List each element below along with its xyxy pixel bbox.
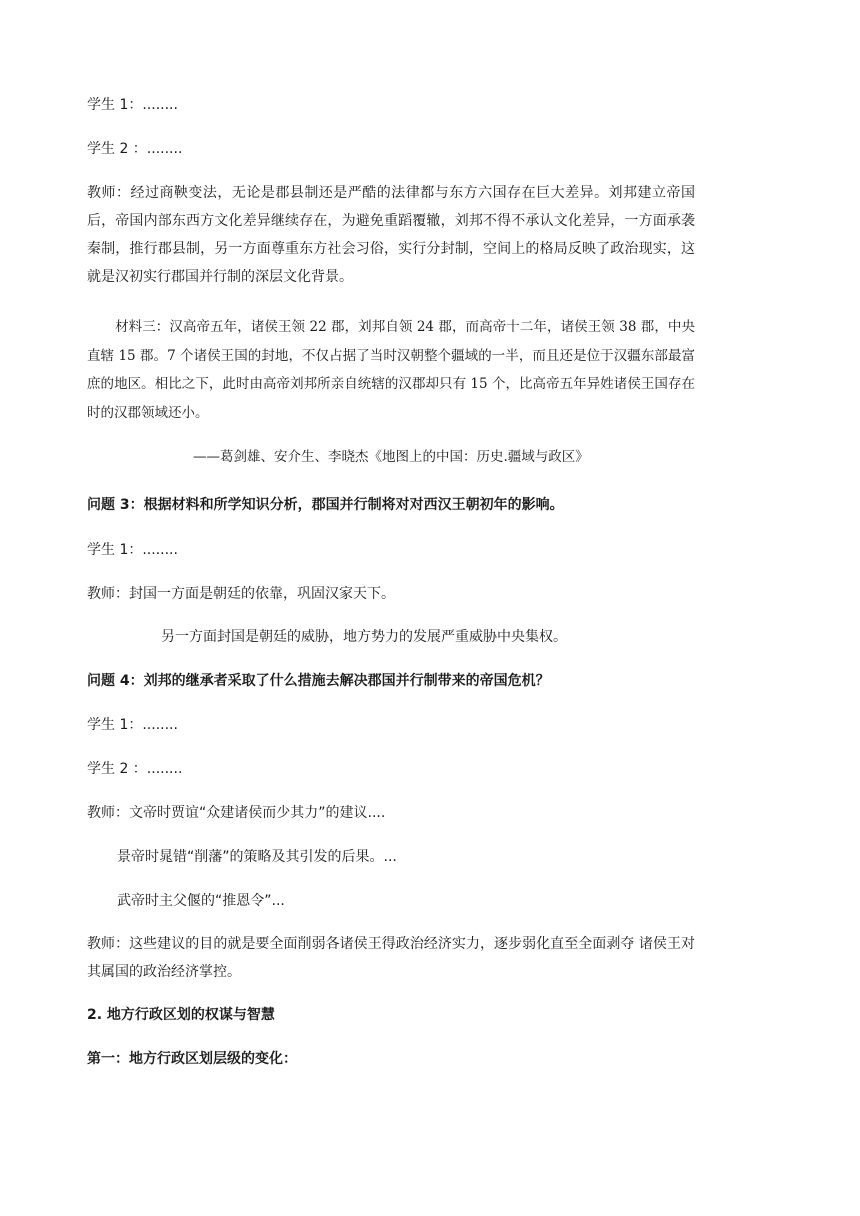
teacher-reply-continued: 另一方面封国是朝廷的威胁，地方势力的发展严重威胁中央集权。 [161,629,567,645]
teacher-paragraph-1: 教师：经过商鞅变法，无论是郡县制还是严酷的法律都与东方六国存在巨大差异。刘邦建立帝国后，帝国内部东西方文化差异继续存在，为避免重蹈覆辙，刘邦不得不承认文化差异，一方面承袭秦制，推行郡县制，另一方面尊重东方社会习俗，实行分封制，空间上的格局反映了政治现实，这就是汉初实行郡国并行制的深层文化背景。 [87,185,695,285]
section-heading-2: 2. 地方行政区划的权谋与智慧 [87,1007,275,1023]
material-source-citation: ——葛剑雄、安介生、李晓杰《地图上的中国：历史.疆域与政区》 [193,449,589,465]
teacher-reply: 教师：封国一方面是朝廷的依靠，巩固汉家天下。 [87,586,395,602]
student-2-reply: 学生 2 ：........ [87,141,183,157]
question-4: 问题 4：刘邦的继承者采取了什么措施去解决郡国并行制带来的帝国危机？ [87,673,550,689]
teacher-paragraph-2: 教师：这些建议的目的就是要全面削弱各诸侯王得政治经济实力，逐步弱化直至全面剥夺 诸侯王对其属国的政治经济掌控。 [87,936,695,980]
student-1-reply: 学生 1：........ [87,542,178,558]
material-3-paragraph [87,313,695,427]
material-3-text: 材料三：汉高帝五年，诸侯王领 22 郡，刘邦自领 24 郡，而高帝十二年，诸侯王领 38 郡，中央直辖 15 郡。7 个诸侯王国的封地，不仅占据了当时汉朝整个疆域的一半，而且还是位于汉疆东部最富庶的地区。相比之下，此时由高帝刘邦所亲自统辖的汉郡却只有 15 个，比高帝五年异姓诸侯王国存在时的汉郡领域还小。 [87,319,695,421]
student-1-reply: 学生 1：........ [87,717,178,733]
teacher-reply-continued: 景帝时晁错“削藩”的策略及其引发的后果。... [117,849,397,865]
teacher-reply-continued: 武帝时主父偃的“推恩令”... [117,893,285,909]
student-1-reply: 学生 1：........ [87,97,178,113]
student-2-reply: 学生 2 ：........ [87,761,183,777]
subsection-heading: 第一：地方行政区划层级的变化： [87,1051,297,1067]
question-3: 问题 3：根据材料和所学知识分析，郡国并行制将对对西汉王朝初年的影响。 [87,497,564,513]
teacher-reply: 教师：文帝时贾谊“众建诸侯而少其力”的建议.... [87,805,386,821]
